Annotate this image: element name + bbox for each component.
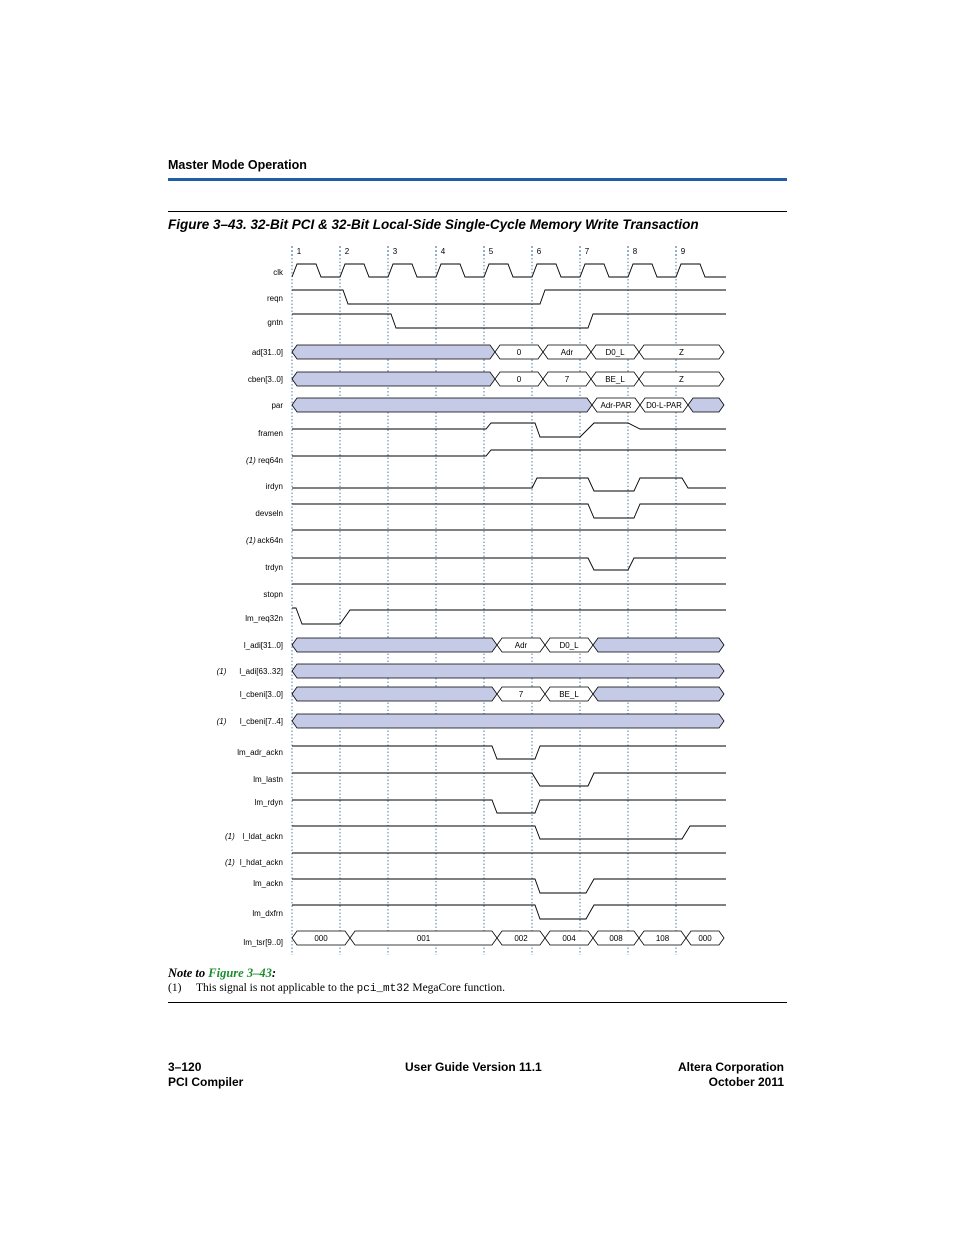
signal-label: cben[3..0] xyxy=(247,375,283,384)
lm-tsr-value: 108 xyxy=(655,934,670,943)
framen-waveform xyxy=(292,423,726,437)
signal-label: lm_req32n xyxy=(245,614,283,623)
lm-req32n-waveform xyxy=(292,608,726,624)
clk-waveform xyxy=(292,264,726,277)
clock-number-1: 1 xyxy=(296,247,302,256)
signal-label: req64n xyxy=(258,456,283,465)
signal-note-marker: (1) xyxy=(216,667,227,676)
par-value: Adr-PAR xyxy=(600,401,632,410)
ad-value: 0 xyxy=(516,348,522,357)
ad-value: Z xyxy=(679,348,684,357)
figure-reference-link[interactable]: Figure 3–43 xyxy=(208,966,272,980)
l-adi-value: D0_L xyxy=(559,641,579,650)
signal-label: lm_tsr[9..0] xyxy=(243,938,283,947)
guide-version: User Guide Version 11.1 xyxy=(405,1060,542,1074)
lm-tsr-value: 001 xyxy=(416,934,431,943)
l-cbeni-segment xyxy=(593,687,724,701)
gntn-waveform xyxy=(292,314,726,328)
signal-label: framen xyxy=(258,429,283,438)
cben-value: 7 xyxy=(564,375,570,384)
cben-value: 0 xyxy=(516,375,522,384)
l-cbeni-segment xyxy=(292,687,497,701)
footer-left xyxy=(168,1060,243,1090)
clock-number-4: 4 xyxy=(440,247,446,256)
footer-right xyxy=(678,1060,784,1090)
clock-number-8: 8 xyxy=(632,247,638,256)
signal-label: stopn xyxy=(263,590,283,599)
clock-number-9: 9 xyxy=(680,247,686,256)
signal-label: l_adi[31..0] xyxy=(243,641,283,650)
clock-number-3: 3 xyxy=(392,247,398,256)
signal-label: ack64n xyxy=(257,536,283,545)
ad-value: D0_L xyxy=(605,348,625,357)
signal-note-marker: (1) xyxy=(246,536,256,545)
lm-tsr-value: 000 xyxy=(698,934,712,943)
signal-label: reqn xyxy=(266,294,283,303)
clock-number-6: 6 xyxy=(536,247,542,256)
reqn-waveform xyxy=(292,290,726,304)
note-number: (1) xyxy=(168,982,182,994)
clock-number-5: 5 xyxy=(488,247,494,256)
lm-tsr-value: 008 xyxy=(609,934,623,943)
note-code: pci_mt32 xyxy=(356,983,410,995)
signal-label: clk xyxy=(273,268,283,277)
lm-adr-ackn-waveform xyxy=(292,746,726,759)
signal-label: lm_lastn xyxy=(253,775,283,784)
signal-note-marker: (1) xyxy=(216,717,227,726)
par-value: D0-L-PAR xyxy=(646,401,682,410)
trdyn-waveform xyxy=(292,558,726,570)
signal-label: lm_dxfrn xyxy=(252,909,283,918)
footer-center xyxy=(405,1060,542,1075)
publish-date: October 2011 xyxy=(708,1075,784,1089)
signal-label: l_ldat_ackn xyxy=(242,832,283,841)
lm-tsr-value: 002 xyxy=(514,934,528,943)
signal-label: ad[31..0] xyxy=(251,348,283,357)
product-name: PCI Compiler xyxy=(168,1075,244,1089)
devseln-waveform xyxy=(292,504,726,518)
signal-note-marker: (1) xyxy=(246,456,256,465)
lm-tsr-value: 000 xyxy=(314,934,328,943)
par-segment xyxy=(292,398,592,412)
company-name: Altera Corporation xyxy=(677,1060,784,1074)
cben-value: BE_L xyxy=(605,375,625,384)
note-heading xyxy=(168,966,276,981)
signal-label: devseln xyxy=(255,509,283,518)
signal-label: irdyn xyxy=(265,482,283,491)
l-adi-hi-segment xyxy=(292,664,724,678)
l-cbeni-hi-segment xyxy=(292,714,724,728)
l-adi-segment xyxy=(593,638,724,652)
figure-bottom-rule xyxy=(168,1002,787,1003)
lm-dxfrn-waveform xyxy=(292,905,726,919)
section-title: Master Mode Operation xyxy=(168,158,307,172)
l-cbeni-value: BE_L xyxy=(559,690,579,699)
note-item xyxy=(168,982,505,995)
ad-value: Adr xyxy=(560,348,574,357)
signal-label: lm_rdyn xyxy=(254,798,283,807)
signal-label: l_cbeni[7..4] xyxy=(239,717,283,726)
l-adi-segment xyxy=(292,638,497,652)
clock-number-7: 7 xyxy=(584,247,590,256)
cben-segment xyxy=(292,372,495,386)
signal-label: l_adi[63..32] xyxy=(239,667,283,676)
note-prefix: Note to xyxy=(168,966,209,980)
figure-caption: Figure 3–43. 32-Bit PCI & 32-Bit Local-Side Single-Cycle Memory Write Transaction xyxy=(168,217,699,232)
signal-label: lm_ackn xyxy=(253,879,283,888)
req64n-waveform xyxy=(292,450,726,456)
lm-rdyn-waveform xyxy=(292,800,726,813)
par-segment xyxy=(688,398,724,412)
signal-note-marker: (1) xyxy=(225,858,235,867)
note-text-after: MegaCore function. xyxy=(409,982,505,994)
irdyn-waveform xyxy=(292,478,726,491)
clock-number-2: 2 xyxy=(344,247,350,256)
lm-lastn-waveform xyxy=(292,773,726,786)
l-adi-value: Adr xyxy=(514,641,528,650)
signal-label: l_cbeni[3..0] xyxy=(239,690,283,699)
l-cbeni-value: 7 xyxy=(518,690,524,699)
lm-tsr-value: 004 xyxy=(562,934,576,943)
signal-note-marker: (1) xyxy=(225,832,235,841)
signal-label: lm_adr_ackn xyxy=(237,748,283,757)
signal-label: gntn xyxy=(267,318,283,327)
l-ldat-ackn-waveform xyxy=(292,826,726,839)
signal-label: trdyn xyxy=(265,563,283,572)
signal-label: l_hdat_ackn xyxy=(239,858,283,867)
lm-ackn-waveform xyxy=(292,879,726,893)
signal-label: par xyxy=(271,401,283,410)
note-text-before: This signal is not applicable to the xyxy=(196,982,357,994)
ad-segment xyxy=(292,345,495,359)
note-suffix: : xyxy=(271,966,277,980)
page-number: 3–120 xyxy=(168,1060,202,1074)
cben-value: Z xyxy=(679,375,684,384)
